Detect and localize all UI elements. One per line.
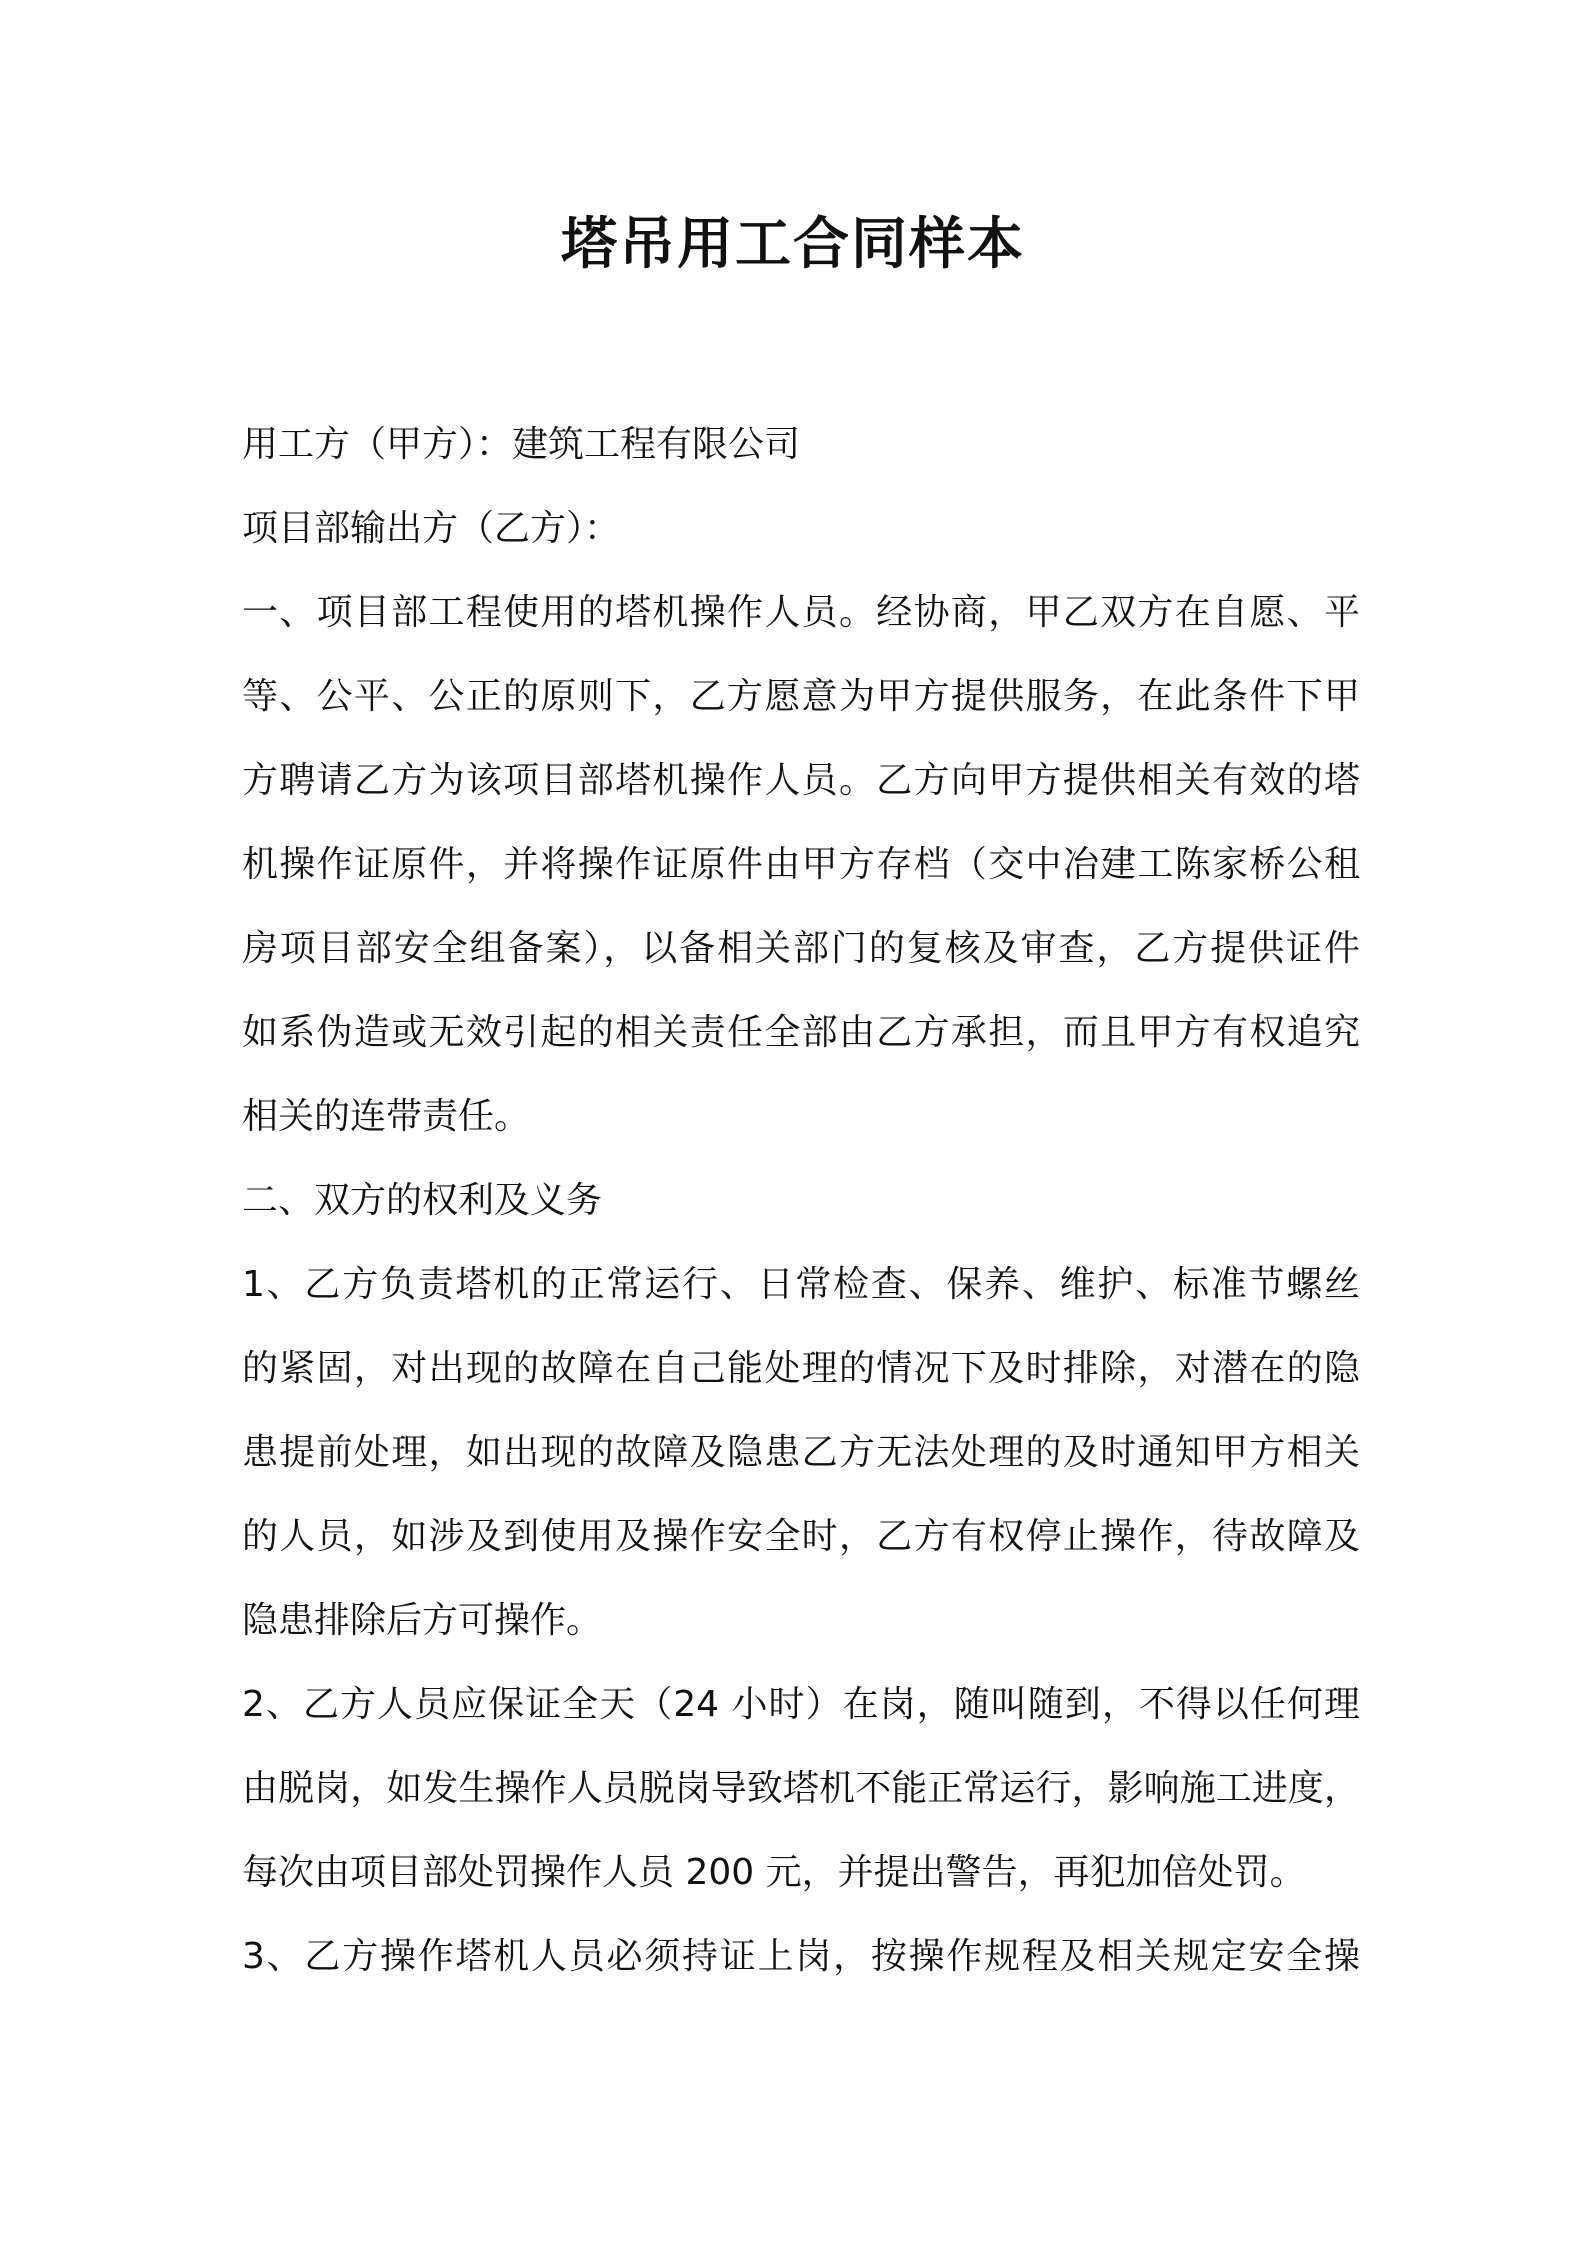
paragraph-line: 3、乙方操作塔机人员必须持证上岗，按操作规程及相关规定安全操 [242, 1936, 1360, 1977]
party-a-line: 用工方（甲方）：建筑工程有限公司 [242, 424, 801, 465]
section-heading: 二、双方的权利及义务 [242, 1180, 603, 1221]
paragraph-line: 的紧固，对出现的故障在自己能处理的情况下及时排除，对潜在的隐 [242, 1348, 1360, 1389]
paragraph-line: 由脱岗，如发生操作人员脱岗导致塔机不能正常运行，影响施工进度， [242, 1768, 1360, 1809]
paragraph-line: 如系伪造或无效引起的相关责任全部由乙方承担，而且甲方有权追究 [242, 1012, 1360, 1053]
paragraph-line: 隐患排除后方可操作。 [242, 1600, 603, 1641]
paragraph-line: 1、乙方负责塔机的正常运行、日常检查、保养、维护、标准节螺丝 [242, 1264, 1360, 1305]
paragraph-line: 方聘请乙方为该项目部塔机操作人员。乙方向甲方提供相关有效的塔 [242, 760, 1360, 801]
paragraph-line: 2、乙方人员应保证全天（24 小时）在岗，随叫随到，不得以任何理 [242, 1684, 1360, 1725]
paragraph-line: 每次由项目部处罚操作人员 200 元，并提出警告，再犯加倍处罚。 [242, 1852, 1306, 1893]
paragraph-line: 的人员，如涉及到使用及操作安全时，乙方有权停止操作，待故障及 [242, 1516, 1360, 1557]
paragraph-line: 机操作证原件，并将操作证原件由甲方存档（交中冶建工陈家桥公租 [242, 844, 1360, 885]
paragraph-line: 患提前处理，如出现的故障及隐患乙方无法处理的及时通知甲方相关 [242, 1432, 1360, 1473]
paragraph-line: 等、公平、公正的原则下，乙方愿意为甲方提供服务，在此条件下甲 [242, 676, 1360, 717]
contract-body [242, 403, 1360, 1999]
paragraph-line: 相关的连带责任。 [242, 1096, 531, 1137]
paragraph-line: 一、项目部工程使用的塔机操作人员。经协商，甲乙双方在自愿、平 [242, 592, 1360, 633]
document-title: 塔吊用工合同样本 [561, 212, 1025, 277]
paragraph-line: 房项目部安全组备案），以备相关部门的复核及审查，乙方提供证件 [242, 928, 1360, 969]
party-b-line: 项目部输出方（乙方）： [242, 508, 621, 549]
